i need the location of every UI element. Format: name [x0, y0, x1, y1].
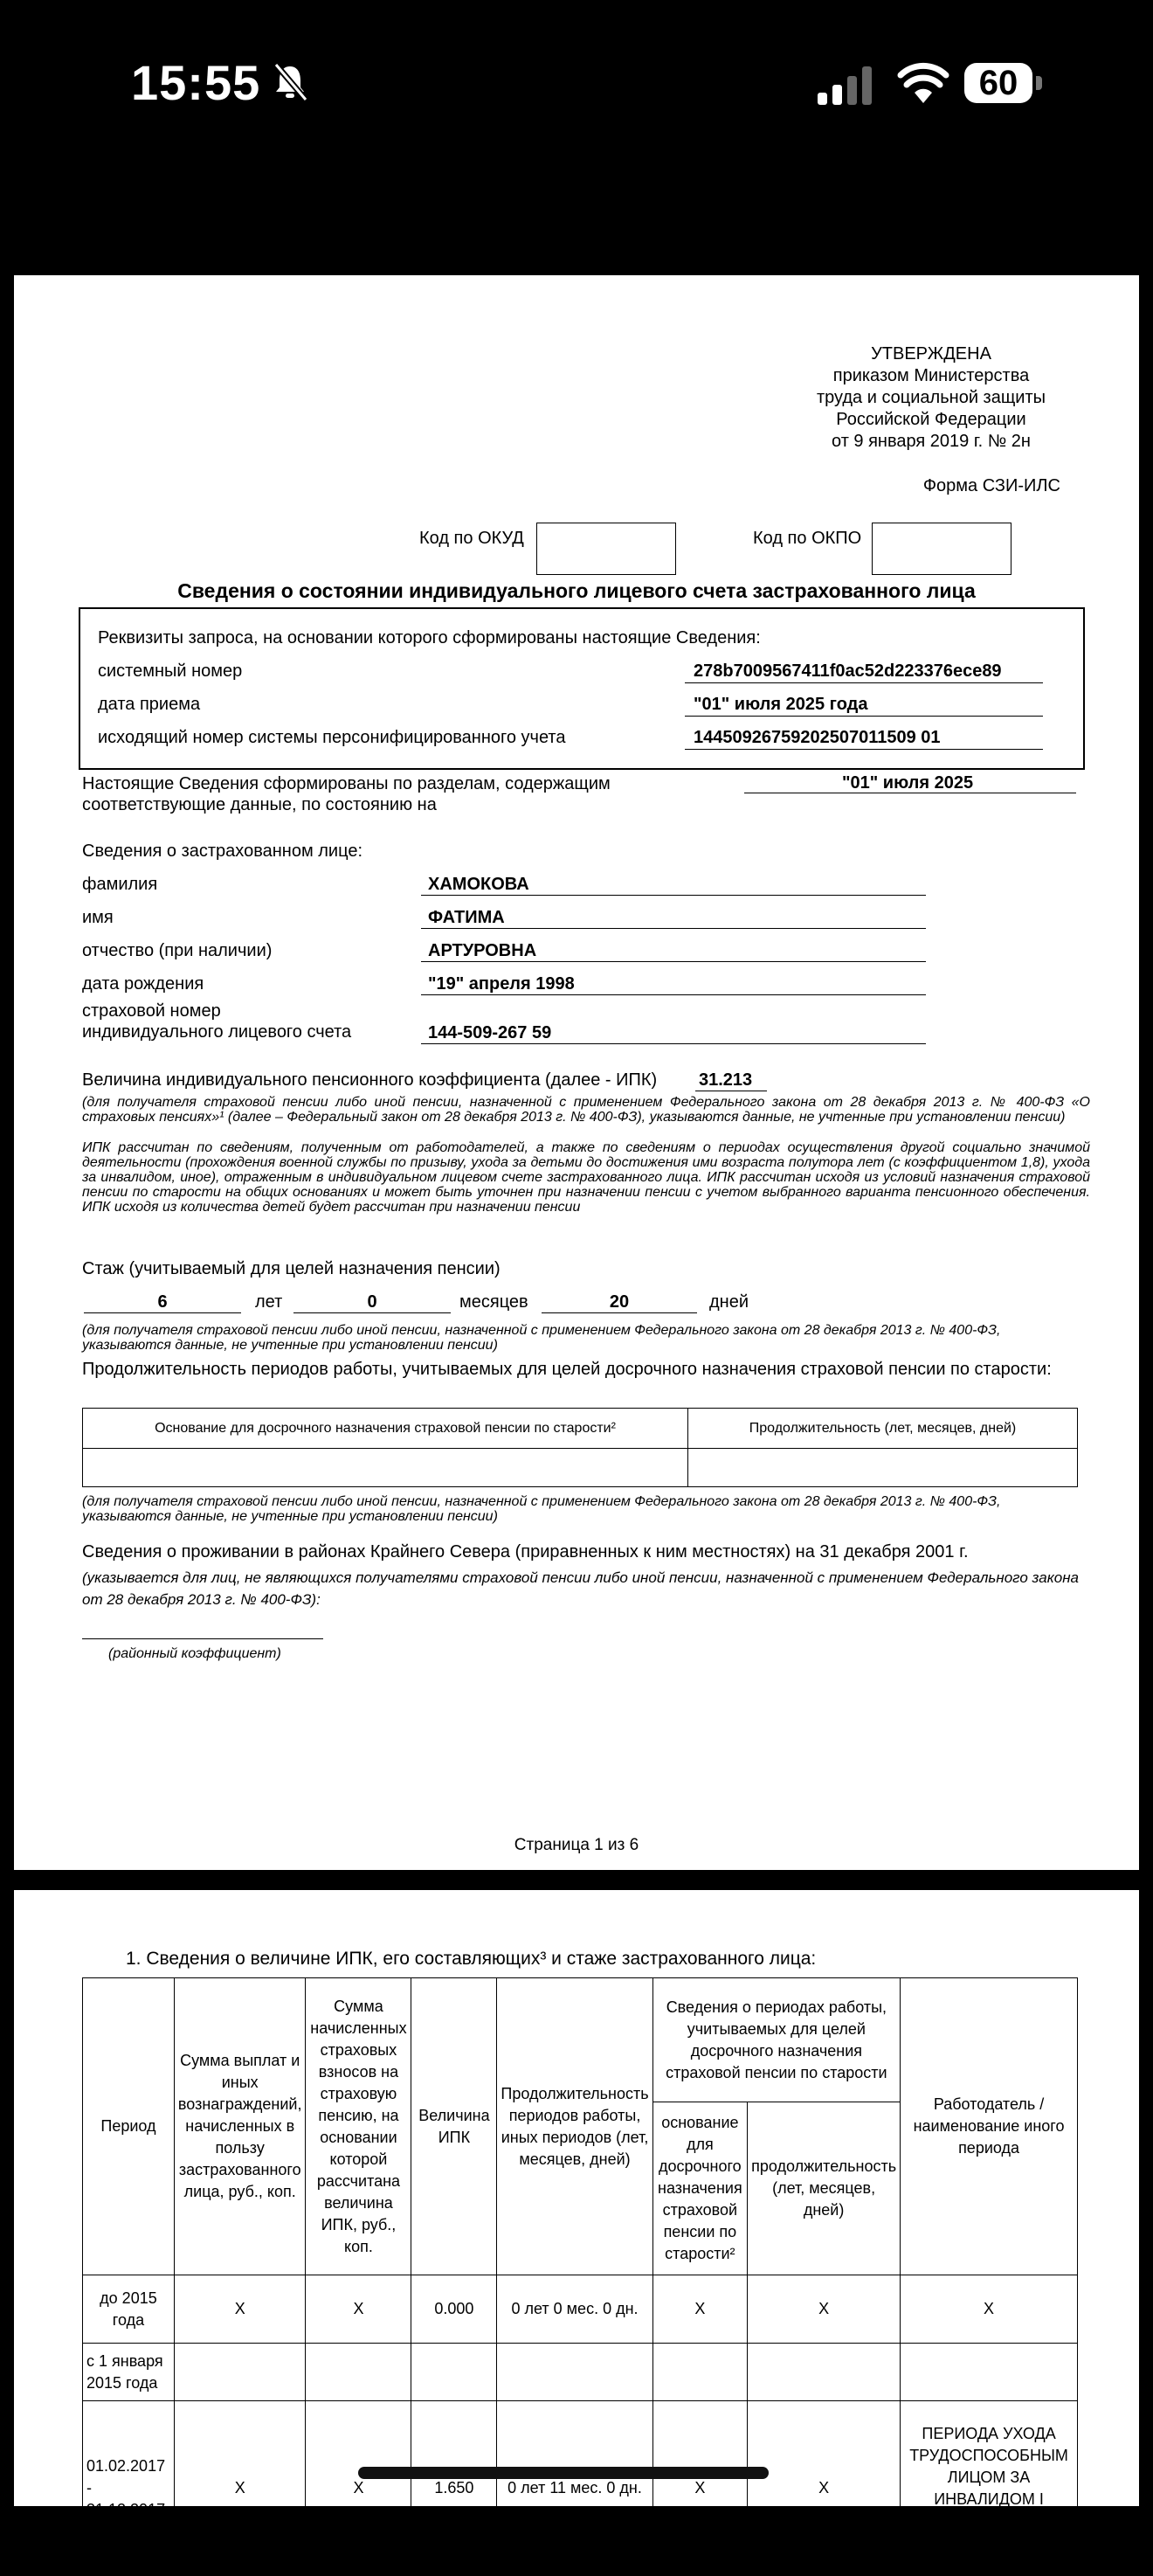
early-cell-duration: [688, 1449, 1078, 1487]
birth-label: дата рождения: [82, 974, 204, 994]
request-heading: Реквизиты запроса, на основании которого сформированы настоящие Сведения:: [98, 628, 761, 647]
insurance-label: страховой номер индивидуального лицевого счета: [82, 1001, 352, 1042]
home-indicator[interactable]: [358, 2467, 769, 2479]
col-early-duration: продолжительность (лет, месяцев, дней): [748, 2102, 901, 2275]
table-row: с 1 января 2015 года: [83, 2344, 1078, 2401]
ipk-value: 31.213: [699, 1070, 753, 1090]
outgoing-number-value: 14450926759202507011509 01: [694, 728, 941, 747]
years-word: лет: [255, 1292, 283, 1312]
coef-label: (районный коэффициент): [108, 1646, 281, 1661]
form-name: Форма СЗИ-ИЛС: [922, 476, 1060, 495]
ipk-table: [82, 1977, 1078, 2576]
stazh-note: (для получателя страховой пенсии либо иной пенсии, назначенной с применением Федерального закона от 28 декабря 2013 г. № 400-ФЗ, указываются данные, не учтенные при установлении пенсии): [82, 1323, 1001, 1353]
okud-label: Код по ОКУД: [419, 529, 524, 548]
formed-text: Настоящие Сведения сформированы по разделам, содержащим соответствующие данные, по состоянию на: [82, 774, 611, 814]
request-block: [79, 607, 1085, 770]
ipk-note: (для получателя страховой пенсии либо иной пенсии, назначенной с применением Федерального закона от 28 декабря 2013 г. № 400-ФЗ «О страховых пенсиях»¹ (далее – Федеральный закон от 28 декабря 2013 г. № 400-ФЗ), указываются данные, не учтенные при установлении пенсии): [82, 1095, 1090, 1125]
insurance-value: 144-509-267 59: [428, 1023, 552, 1042]
stazh-years: 6: [157, 1292, 168, 1312]
system-number-label: системный номер: [98, 661, 243, 681]
section-title: 1. Сведения о величине ИПК, его составляющих³ и стаже застрахованного лица:: [126, 1949, 817, 1969]
ipk-note-2: ИПК рассчитан по сведениям, полученным от работодателей, а также по сведениям о периодах осуществления другой социально значимой деятельности (прохождения военной службы по призыву, ухода за детьми до достижения ими возраста полутора лет (с коэффициентом 1,8), ухода за инвалидом, иное), отраженным в индивидуальном лицевом счете застрахованного лица. ИПК рассчитан исходя из условий назначения страховой пенсии по старости на общих основаниях и может быть уточнен при назначении пенсии с учетом выбранного варианта пенсионного обеспечения. ИПК исходя из количества детей будет рассчитан при назначении пенсии: [82, 1140, 1090, 1215]
col-early-group: Сведения о периодах работы, учитываемых для целей досрочного назначения страховой пенсии по старости: [652, 1978, 900, 2102]
name-value: ФАТИМА: [428, 908, 505, 927]
formed-date: "01" июля 2025: [842, 773, 974, 793]
col-duration: Продолжительность периодов работы, иных периодов (лет, месяцев, дней): [497, 1978, 652, 2275]
wifi-icon: [898, 63, 949, 105]
document-title: Сведения о состоянии индивидуального лицевого счета застрахованного лица: [177, 579, 976, 602]
early-table: [82, 1408, 1078, 1487]
battery-level: 60: [964, 63, 1032, 103]
birth-value: "19" апреля 1998: [428, 974, 575, 994]
document-page-2: [14, 1890, 1139, 2552]
months-word: месяцев: [459, 1292, 528, 1312]
table-row: 01.02.2017 - 31.12.2017 X X 1.650 0 лет 11 мес. 0 дн. X X ПЕРИОДА УХОДА ТРУДОСПОСОБНЫМ ЛИЦОМ ЗА ИНВАЛИДОМ I ГРУППЫ, РЕБЕНКОМ-ИНВАЛИДОМ ИЛИ ЗА: [83, 2401, 1078, 2576]
okpo-label: Код по ОКПО: [753, 529, 862, 548]
patronymic-label: отчество (при наличии): [82, 941, 273, 960]
table-row: до 2015 года X X 0.000 0 лет 0 мес. 0 дн. X X X: [83, 2275, 1078, 2344]
col-early-basis: основание для досрочного назначения страховой пенсии по старости²: [652, 2102, 747, 2275]
page-number: Страница 1 из 6: [514, 1836, 639, 1854]
cellular-signal-icon: [818, 66, 872, 105]
col-period: Период: [83, 1978, 175, 2275]
early-cell-basis: [83, 1449, 688, 1487]
col-employer: Работодатель / наименование иного периода: [901, 1978, 1078, 2275]
stazh-label: Стаж (учитываемый для целей назначения пенсии): [82, 1259, 501, 1278]
surname-label: фамилия: [82, 875, 158, 894]
early-label: Продолжительность периодов работы, учитываемых для целей досрочного назначения страховой пенсии по старости:: [82, 1360, 1052, 1379]
status-bar: [0, 0, 1153, 275]
receive-date-value: "01" июля 2025 года: [694, 695, 868, 714]
patronymic-value: АРТУРОВНА: [428, 941, 537, 960]
outgoing-number-label: исходящий номер системы персонифицированного учета: [98, 728, 566, 747]
stazh-days: 20: [609, 1292, 630, 1312]
north-note: (указывается для лиц, не являющихся получателями страховой пенсии либо иной пенсии, назначенной с применением Федерального закона от 28 декабря 2013 г. № 400-ФЗ):: [82, 1569, 1080, 1608]
person-heading: Сведения о застрахованном лице:: [82, 841, 362, 861]
bell-muted-icon: [273, 63, 307, 101]
ipk-label: Величина индивидуального пенсионного коэффициента (далее - ИПК): [82, 1070, 658, 1090]
receive-date-label: дата приема: [98, 695, 201, 714]
approval-block: УТВЕРЖДЕНА приказом Министерства труда и социальной защиты Российской Федерации от 9 января 2019 г. № 2н: [816, 344, 1046, 451]
early-col-basis: Основание для досрочного назначения страховой пенсии по старости²: [83, 1409, 688, 1449]
days-word: дней: [709, 1292, 749, 1312]
okpo-box: [872, 523, 1011, 575]
name-label: имя: [82, 908, 114, 927]
col-contributions: Сумма начисленных страховых взносов на страховую пенсию, на основании которой рассчитана величина ИПК, руб., коп.: [306, 1978, 411, 2275]
battery-icon: [964, 63, 1043, 105]
early-note: (для получателя страховой пенсии либо иной пенсии, назначенной с применением Федерального закона от 28 декабря 2013 г. № 400-ФЗ, указываются данные, не учтенные при установлении пенсии): [82, 1494, 1001, 1524]
stazh-months: 0: [367, 1292, 377, 1312]
col-payments: Сумма выплат и иных вознаграждений, начисленных в пользу застрахованного лица, руб., коп.: [174, 1978, 306, 2275]
north-label: Сведения о проживании в районах Крайнего Севера (приравненных к ним местностях) на 31 декабря 2001 г.: [82, 1542, 969, 1562]
col-ipk: Величина ИПК: [411, 1978, 497, 2275]
system-number-value: 278b7009567411f0ac52d223376ece89: [694, 661, 1002, 681]
surname-value: ХАМОКОВА: [428, 875, 529, 894]
document-page-1: [14, 275, 1139, 1870]
status-time: 15:55: [131, 55, 261, 110]
early-col-duration: Продолжительность (лет, месяцев, дней): [688, 1409, 1078, 1449]
okud-box: [536, 523, 676, 575]
